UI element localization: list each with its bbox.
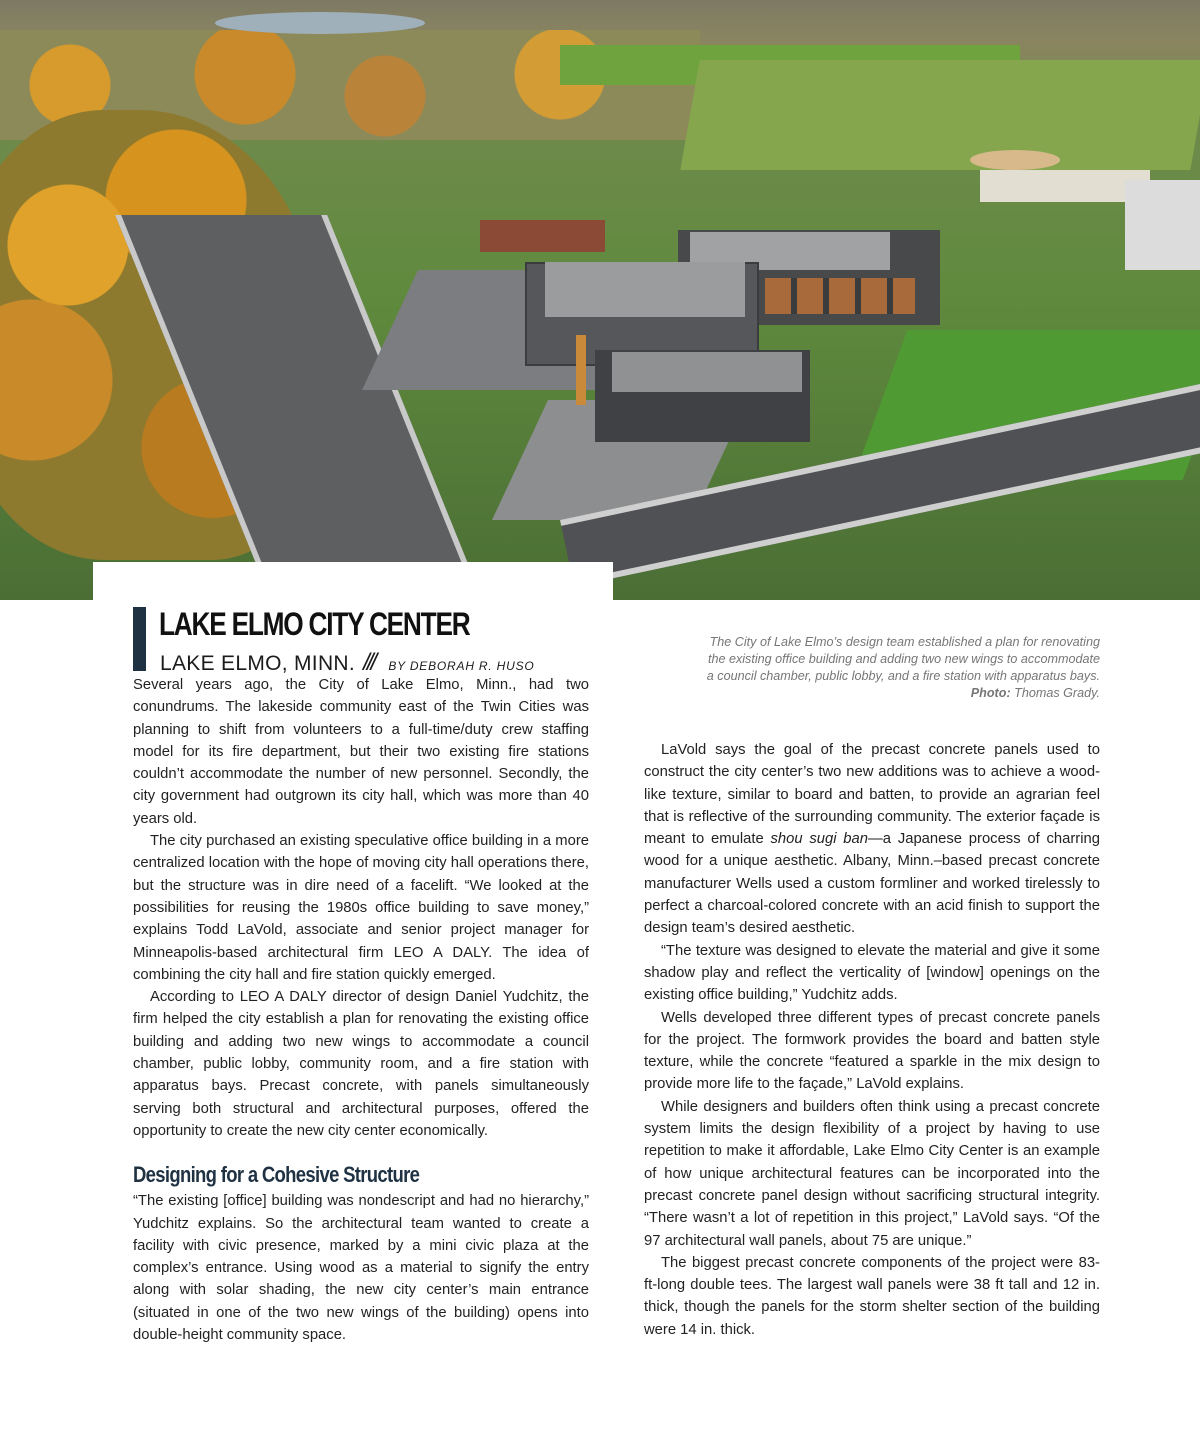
paragraph: The city purchased an existing speculative office building in a more centralized location with the hope of moving city hall operations there, but the structure was in dire need of a facelift. “We looked at the possibilities for reusing the 1980s office building to save money,” explains Todd LaVold, associate and senior project manager for Minneapolis-based architectural firm LEO A DALY. The idea of combining the city hall and fire station quickly emerged. [133, 833, 589, 983]
body-column-right [644, 739, 1100, 1341]
paragraph: The biggest precast concrete components of the project were 83-ft-long double tees. The largest wall panels were 38 ft tall and 12 in. thick, though the panels for the storm shelter section of the building were 14 in. thick. [644, 1254, 1100, 1338]
italic-term: shou sugi ban [770, 831, 868, 848]
office-roof [545, 262, 745, 317]
paragraph-text: LaVold says the goal of the precast concrete panels used to construct the city center’s two new additions was to achieve a wood-like texture, similar to board and batten, to provide an agrarian feel that is reflective of the surrounding community. The exterior façade is meant to emulate [644, 742, 1100, 848]
title-cutout [93, 562, 613, 602]
photo-credit-name: Thomas Grady. [1014, 686, 1100, 700]
location: LAKE ELMO, MINN. [160, 652, 356, 675]
paragraph [644, 739, 1100, 940]
section-subhead: Designing for a Cohesive Structure [133, 1162, 420, 1188]
photo-caption [700, 634, 1100, 702]
council-wing-roof [612, 352, 802, 392]
paragraph: Several years ago, the City of Lake Elmo, Minn., had two conundrums. The lakeside community east of the Twin Cities was planning to shift from volunteers to a full-time/duty crew staffing model for its fire department, but their two existing fire stations couldn’t accommodate the number of new personnel. Secondly, the city government had outgrown its city hall, which was more than 40 years old. [133, 677, 589, 827]
paragraph: “The texture was designed to elevate the material and give it some shadow play and reflect the verticality of [window] openings on the existing office building,” Yudchitz adds. [644, 942, 1100, 1004]
paragraph: Wells developed three different types of precast concrete panels for the project. The formwork provides the board and batten style texture, while the concrete “featured a sparkle in the mix design to provide more life to the façade,” LaVold explains. [644, 1009, 1100, 1093]
separator-slashes: /// [363, 649, 375, 676]
paragraph: While designers and builders often think using a precast concrete system limits the design flexibility of a project by having to use repetition to make it affordable, Lake Elmo City Center is an example of how unique architectural features can be incorporated into the precast concrete panel design without sacrificing structural integrity. “There wasn’t a lot of repetition in this project,” LaVold says. “Of the 97 architectural wall panels, about 75 are unique.” [644, 1098, 1100, 1249]
lake [215, 12, 425, 34]
body-column-left [133, 674, 589, 1346]
paragraph: According to LEO A DALY director of design Daniel Yudchitz, the firm helped the city establish a plan for renovating the existing office building and adding two new wings to accommodate a council chamber, public lobby, community room, and a fire station with apparatus bays. Precast concrete, with panels simultaneously serving both structural and architectural purposes, offered the opportunity to create the new city center economically. [133, 989, 589, 1139]
caption-text: The City of Lake Elmo’s design team established a plan for renovating the existing office building and adding two new wings to accommodate a council chamber, public lobby, and a fire station with apparatus bays. [706, 635, 1100, 683]
location-line [160, 649, 535, 677]
wetland-field [680, 60, 1200, 170]
apparatus-bays [765, 278, 915, 314]
paragraph-text: —a Japanese process of charring wood for a unique aesthetic. Albany, Minn.–based precast concrete manufacturer Wells used a custom formliner and worked tirelessly to perfect a charcoal-colored concrete with an acid finish to support the design team’s desired aesthetic. [644, 831, 1100, 937]
paragraph: “The existing [office] building was nondescript and had no hierarchy,” Yudchitz explains. So the architectural team wanted to create a facility with civic presence, marked by a mini civic plaza at the complex’s entrance. Using wood as a material to signify the entry along with solar shading, the new city center’s main entrance (situated in one of the two new wings of the building) opens into double-height community space. [133, 1193, 589, 1344]
byline: BY DEBORAH R. HUSO [388, 659, 535, 673]
warehouse-building [1125, 180, 1200, 270]
ball-field [970, 150, 1060, 170]
brick-building [480, 220, 605, 252]
photo-credit-label: Photo: [970, 686, 1011, 700]
title-accent-bar [133, 607, 146, 671]
wood-entrance [576, 335, 586, 405]
aerial-photo [0, 0, 1200, 600]
article-title: LAKE ELMO CITY CENTER [159, 606, 470, 642]
